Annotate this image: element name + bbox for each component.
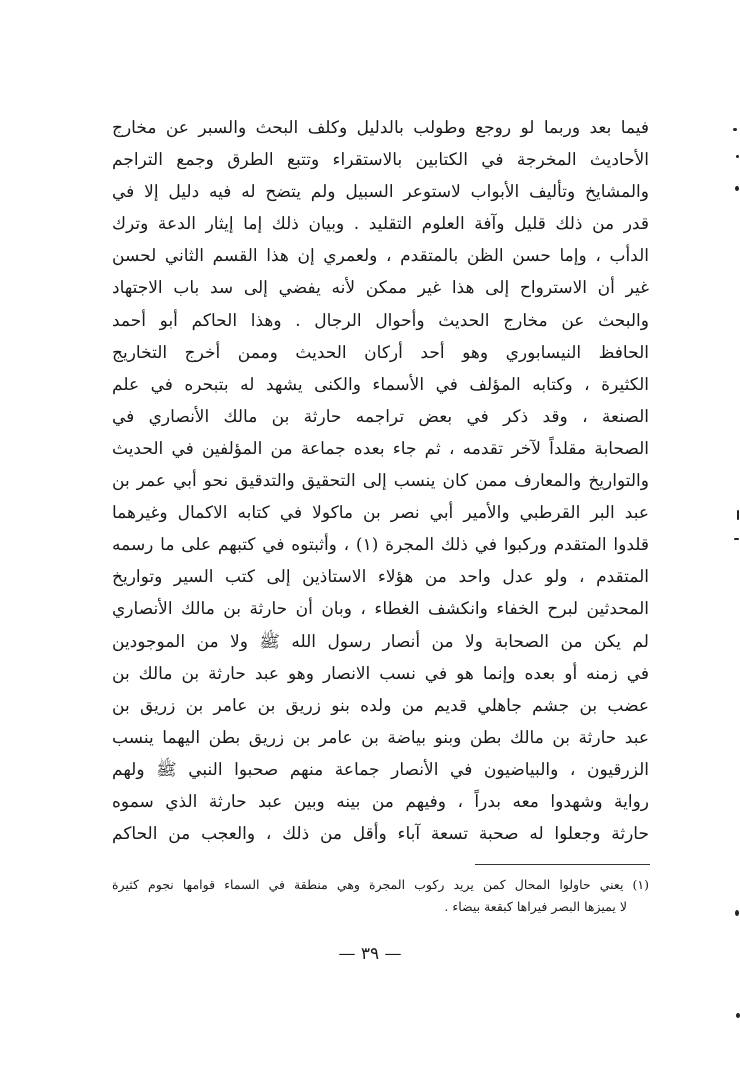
text-line: عضب بن جشم جاهلي قديم من ولده بنو زريق بن عامر بن زريق بن [112, 695, 649, 716]
text-line: والمشايخ وتأليف الأبواب لاستوعر السبيل ولم يتضح له فيه دليل إلا في [112, 182, 649, 203]
text-line: الصحابة مقلداً لآخر تقدمه ، ثم جاء بعده جماعة من المؤلفين في الحديث [112, 438, 649, 459]
scan-speck [735, 910, 739, 916]
scan-speck [735, 186, 739, 191]
text-line: الأحاديث المخرجة في الكتابين بالاستقراء وتتبع الطرق وجمع التراجم [112, 150, 649, 171]
footnote-line: لا يميزها البصر فيراها كبقعة بيضاء . [444, 899, 627, 914]
text-line: لم يكن من الصحابة ولا من أنصار رسول الله ﷺ ولا من الموجودين [112, 631, 649, 652]
scan-speck [737, 510, 739, 520]
text-line: عبد حارثة بن مالك بطن وبنو بياضة بن عامر بن زريق بطن اليهما ينسب [112, 727, 649, 748]
text-line: غير أن الاسترواح إلى هذا غير ممكن لأنه يفضي إلى سد باب الاجتهاد [112, 278, 649, 299]
text-line: المتقدم ، ولو عدل واحد من هؤلاء الاستاذين إلى كتب السير وتواريخ [112, 567, 649, 588]
text-line: قدر من ذلك قليل وآفة العلوم التقليد . وبيان ذلك إما إيثار الدعة وترك [112, 214, 649, 235]
scan-speck [733, 128, 737, 131]
text-line: في زمنه أو بعده وإنما هو في نسب الانصار وهو عبد حارثة بن مالك بن [112, 663, 649, 684]
footnote-divider [475, 864, 650, 865]
page-number: — ٣٩ — [338, 944, 402, 964]
text-line: الحافظ النيسابوري وهو أحد أركان الحديث وممن أخرج التخاريج [112, 342, 649, 363]
text-line: حارثة وجعلوا له صحبة تسعة آباء وأقل من ذلك ، والعجب من الحاكم [112, 824, 649, 845]
main-text-block [112, 112, 649, 850]
text-line: فيما بعد وربما لو روجع وطولب بالدليل وكلف البحث والسبر عن مخارج [112, 118, 649, 138]
text-line: عبد البر القرطبي والأمير أبي نصر بن ماكولا في كتابه الاكمال وغيرهما [112, 503, 649, 524]
text-line: والبحث عن مخارج الحديث وأحوال الرجال . وهذا الحاكم أبو أحمد [112, 310, 649, 331]
text-line: قلدوا المتقدم وركبوا في ذلك المجرة (١) ، وأثبتوه في كتبهم على ما رسمه [112, 535, 649, 556]
text-line: الزرقيون ، والبياضيون في الأنصار جماعة منهم صحبوا النبي ﷺ ولهم [112, 759, 649, 780]
footnote-line: (١) يعني حاولوا المحال كمن يريد ركوب المجرة وهي منطقة في السماء قوامها نجوم كثيرة [112, 877, 649, 892]
text-line: الصنعة ، وقد ذكر في بعض تراجمه حارثة بن مالك الأنصاري في [112, 406, 649, 427]
text-line: الكثيرة ، وكتابه المؤلف في الأسماء والكنى يشهد له بتبحره في علم [112, 374, 649, 395]
text-line: المحدثين لبرح الخفاء وانكشف الغطاء ، وبان أن حارثة بن مالك الأنصاري [112, 599, 649, 620]
text-line: رواية وشهدوا معه بدراً ، وفيهم من بينه وبين عبد حارثة الذي سموه [112, 791, 649, 812]
text-line: والتواريخ والمعارف ممن كان ينسب إلى التحقيق والتدقيق نحو أبي عمر بن [112, 471, 649, 492]
footnote [112, 874, 649, 918]
scan-speck [736, 1013, 740, 1018]
text-line: الدأب ، وإما حسن الظن بالمتقدم ، ولعمري إن هذا القسم الثاني لحسن [112, 246, 649, 267]
scan-speck [736, 155, 739, 158]
scan-speck [734, 538, 739, 540]
